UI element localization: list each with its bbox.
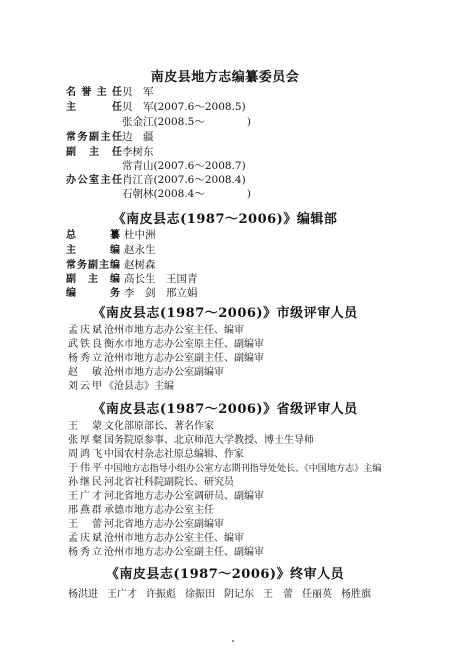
- reviewer-name: 王 蕾: [68, 519, 102, 530]
- reviewer-row: [0, 532, 450, 545]
- member-value: 石朝林(2008.4～ ): [122, 188, 251, 200]
- editorial-row: [0, 259, 450, 272]
- committee-row: [0, 188, 450, 201]
- final-reviewer-name: 王广才: [107, 589, 137, 600]
- committee-row: [0, 160, 450, 173]
- reviewer-row: [0, 324, 450, 337]
- reviewer-desc: 沧州市地方志办公室主任、编审: [104, 533, 244, 544]
- reviewer-name: 王 蒙: [68, 421, 102, 432]
- reviewer-desc: 河北省地方志办公室调研员、副编审: [104, 491, 264, 502]
- province-reviewers-title: 《南皮县志(1987～2006)》省级评审人员: [92, 402, 358, 417]
- reviewer-desc: 沧州市地方志办公室副主任、副编审: [104, 353, 264, 364]
- member-value: 边 疆: [122, 131, 154, 143]
- reviewer-row: [0, 490, 450, 503]
- committee-row: [0, 86, 450, 99]
- final-reviewer-name: 阴记东: [224, 589, 254, 600]
- role-label: 名誉主任: [66, 87, 122, 98]
- reviewer-row: [0, 546, 450, 559]
- reviewer-row: [0, 380, 450, 393]
- role-label: 常务副主任: [66, 132, 122, 143]
- reviewer-name: 邢燕群: [68, 505, 102, 516]
- role-label: 总 纂: [66, 230, 120, 241]
- reviewer-row: [0, 366, 450, 379]
- role-label: 编 务: [66, 288, 120, 299]
- member-value: 杜中洲: [124, 229, 156, 241]
- reviewer-row: [0, 434, 450, 447]
- final-reviewer-name: 杨洪进: [68, 589, 98, 600]
- reviewer-desc: 文化部原部长、著名作家: [104, 421, 214, 432]
- member-value: 张金江(2008.5～ ): [122, 116, 251, 128]
- member-value: 常青山(2007.6～2008.7): [122, 160, 246, 172]
- city-reviewers-title: 《南皮县志(1987～2006)》市级评审人员: [92, 306, 358, 321]
- reviewer-name: 周鸿飞: [68, 449, 102, 460]
- final-reviewers-title: 《南皮县志(1987～2006)》终审人员: [105, 567, 345, 582]
- reviewer-row: [0, 420, 450, 433]
- role-label: 副 主 任: [66, 147, 122, 158]
- committee-row: [0, 131, 450, 144]
- member-value: 李 剑 邢立娟: [124, 287, 198, 299]
- role-label: 常务副主编: [66, 260, 120, 271]
- role-label: 副 主 编: [66, 274, 120, 285]
- reviewer-row: [0, 338, 450, 351]
- role-label: 办公室主任: [66, 175, 122, 186]
- reviewer-name: 于伟平: [68, 463, 102, 474]
- reviewer-name: 杨秀立: [68, 547, 102, 558]
- reviewer-row: [0, 462, 450, 475]
- reviewer-name: 孟庆斌: [68, 533, 102, 544]
- committee-row: [0, 146, 450, 159]
- reviewer-desc: 中国地方志指导小组办公室方志期刊指导处处长、《中国地方志》主编: [104, 463, 382, 474]
- reviewer-desc: 衡水市地方志办公室原主任、副编审: [104, 339, 264, 350]
- role-label: 主 编: [66, 245, 120, 256]
- member-value: 贝 军: [122, 86, 154, 98]
- reviewer-desc: 《沧县志》主编: [104, 381, 174, 392]
- editorial-row: [0, 273, 450, 286]
- reviewer-name: 孟庆斌: [68, 325, 102, 336]
- reviewer-desc: 国务院原参事、北京师范大学教授、博士生导师: [104, 435, 314, 446]
- editorial-row: [0, 287, 450, 300]
- member-value: 肖江音(2007.6～2008.4): [122, 174, 246, 186]
- committee-title: 南皮县地方志编纂委员会: [150, 70, 300, 85]
- reviewer-desc: 沧州市地方志办公室副编审: [104, 367, 224, 378]
- committee-row: [0, 116, 450, 129]
- editorial-row: [0, 229, 450, 242]
- reviewer-desc: 承德市地方志办公室主任: [104, 505, 214, 516]
- final-reviewer-name: 许振彪: [146, 589, 176, 600]
- reviewer-row: [0, 352, 450, 365]
- editorial-row: [0, 244, 450, 257]
- reviewer-desc: 河北省地方志办公室副编审: [104, 519, 224, 530]
- member-value: 高长生 王国青: [124, 273, 198, 285]
- reviewer-row: [0, 504, 450, 517]
- final-reviewer-name: 徐振田: [185, 589, 215, 600]
- reviewer-row: [0, 518, 450, 531]
- committee-row: [0, 101, 450, 114]
- reviewer-name: 孙继民: [68, 477, 102, 488]
- member-value: 赵树森: [124, 259, 156, 271]
- role-label: 主 任: [66, 102, 122, 113]
- reviewer-name: 赵 敏: [68, 367, 102, 378]
- reviewer-name: 张厚粲: [68, 435, 102, 446]
- reviewer-row: [0, 448, 450, 461]
- final-reviewer-name: 任丽英: [302, 589, 332, 600]
- final-reviewers-list: [68, 585, 380, 600]
- page-speck: [232, 640, 234, 642]
- reviewer-name: 刘云甲: [68, 381, 102, 392]
- committee-row: [0, 174, 450, 187]
- editorial-title: 《南皮县志(1987～2006)》编辑部: [112, 212, 338, 227]
- reviewer-desc: 河北省社科院副院长、研究员: [104, 477, 234, 488]
- reviewer-desc: 沧州市地方志办公室副主任、副编审: [104, 547, 264, 558]
- member-value: 贝 军(2007.6～2008.5): [122, 101, 246, 113]
- member-value: 李树东: [122, 146, 154, 158]
- reviewer-desc: 沧州市地方志办公室主任、编审: [104, 325, 244, 336]
- final-reviewer-name: 王 蕾: [263, 589, 293, 600]
- reviewer-desc: 中国农村杂志社原总编辑、作家: [104, 449, 244, 460]
- reviewer-name: 武铁良: [68, 339, 102, 350]
- reviewer-name: 杨秀立: [68, 353, 102, 364]
- reviewer-row: [0, 476, 450, 489]
- member-value: 赵永生: [124, 244, 156, 256]
- reviewer-name: 王广才: [68, 491, 102, 502]
- final-reviewer-name: 杨胜旗: [341, 589, 371, 600]
